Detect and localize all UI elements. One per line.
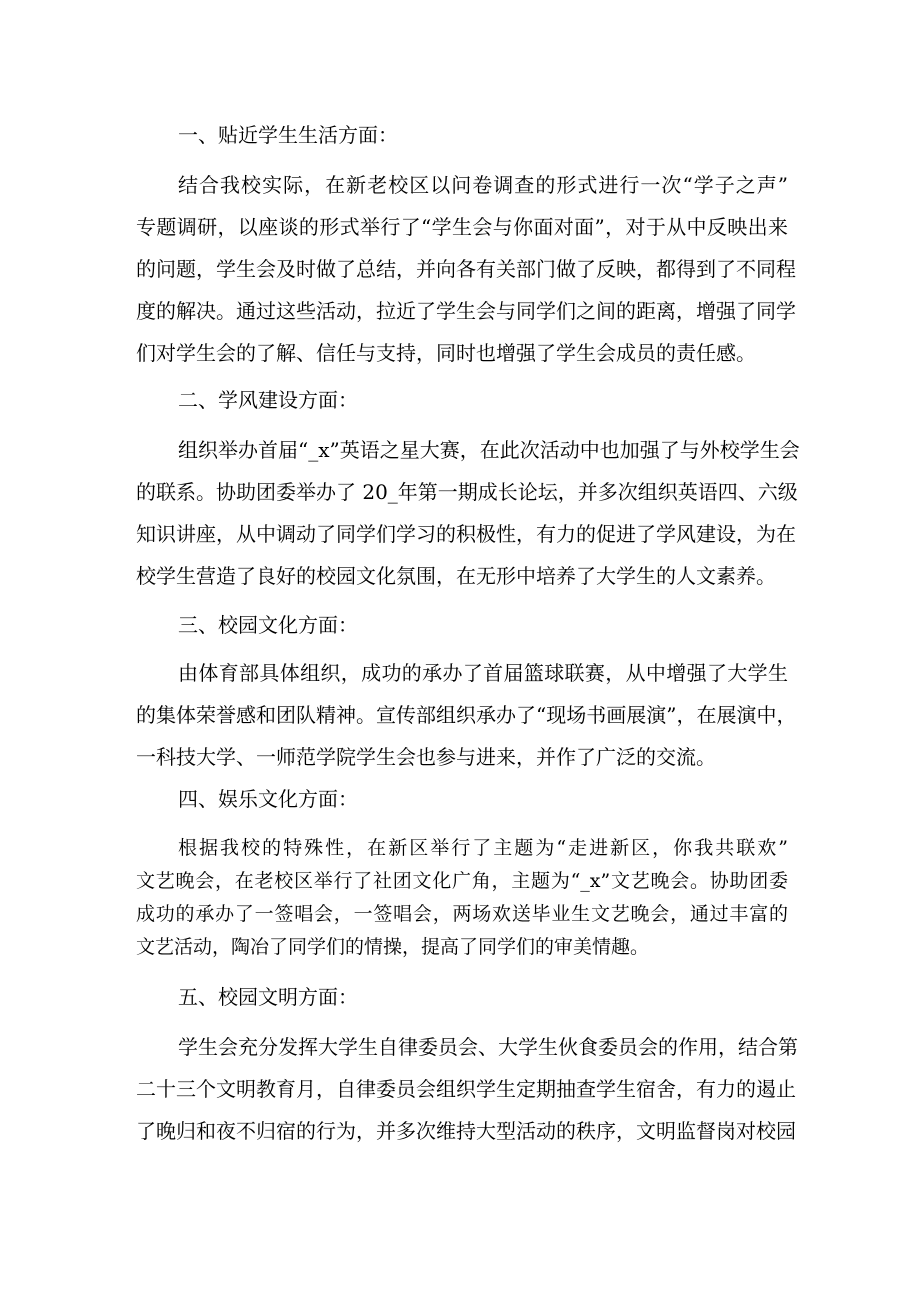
paragraph-line: 结合我校实际，在新老校区以问卷调查的形式进行一次“学子之声” [178,173,788,197]
paragraph-line: 了晚归和夜不归宿的行为，并多次维持大型活动的秩序，文明监督岗对校园 [136,1119,796,1143]
paragraph-line: 成功的承办了一签唱会，一签唱会，两场欢送毕业生文艺晚会，通过丰富的 [136,903,788,925]
paragraph-line: 校学生营造了良好的校园文化氛围，在无形中培养了大学生的人文素养。 [136,564,776,588]
section-heading: 二、学风建设方面： [178,388,358,412]
paragraph-line: 知识讲座，从中调动了同学们学习的积极性，有力的促进了学风建设，为在 [136,522,796,546]
section-heading: 三、校园文化方面： [178,613,358,637]
paragraph-line: 的集体荣誉感和团队精神。宣传部组织承办了“现场书画展演”，在展演中， [136,703,797,727]
paragraph-line: 文艺活动，陶冶了同学们的情操，提高了同学们的审美情趣。 [136,936,650,958]
paragraph-line: 度的解决。通过这些活动，拉近了学生会与同学们之间的距离，增强了同学 [136,299,796,323]
paragraph-line: 学生会充分发挥大学生自律委员会、大学生伙食委员会的作用，结合第 [178,1035,798,1059]
paragraph-line: 一科技大学、一师范学院学生会也参与进来，并作了广泛的交流。 [136,745,716,769]
paragraph-line: 根据我校的特殊性，在新区举行了主题为“走进新区，你我共联欢” [178,837,788,859]
paragraph-line: 们对学生会的了解、信任与支持，同时也增强了学生会成员的责任感。 [136,341,756,365]
paragraph-line: 由体育部具体组织，成功的承办了首届篮球联赛，从中增强了大学生 [178,661,788,685]
paragraph-line: 二十三个文明教育月，自律委员会组织学生定期抽查学生宿舍，有力的遏止 [136,1077,796,1101]
paragraph-line: 专题调研，以座谈的形式举行了“学生会与你面对面”，对于从中反映出来 [136,215,788,239]
paragraph-line: 文艺晚会，在老校区举行了社团文化广角，主题为“_x”文艺晚会。协助团委 [136,870,788,892]
paragraph-line: 的联系。协助团委举办了 20_年第一期成长论坛，并多次组织英语四、六级 [136,480,798,504]
section-heading: 四、娱乐文化方面： [178,787,358,811]
paragraph-line: 的问题，学生会及时做了总结，并向各有关部门做了反映，都得到了不同程 [136,257,796,281]
section-heading: 一、贴近学生生活方面： [178,123,398,147]
section-heading: 五、校园文明方面： [178,985,358,1009]
paragraph-line: 组织举办首届“_x”英语之星大赛，在此次活动中也加强了与外校学生会 [178,438,800,462]
